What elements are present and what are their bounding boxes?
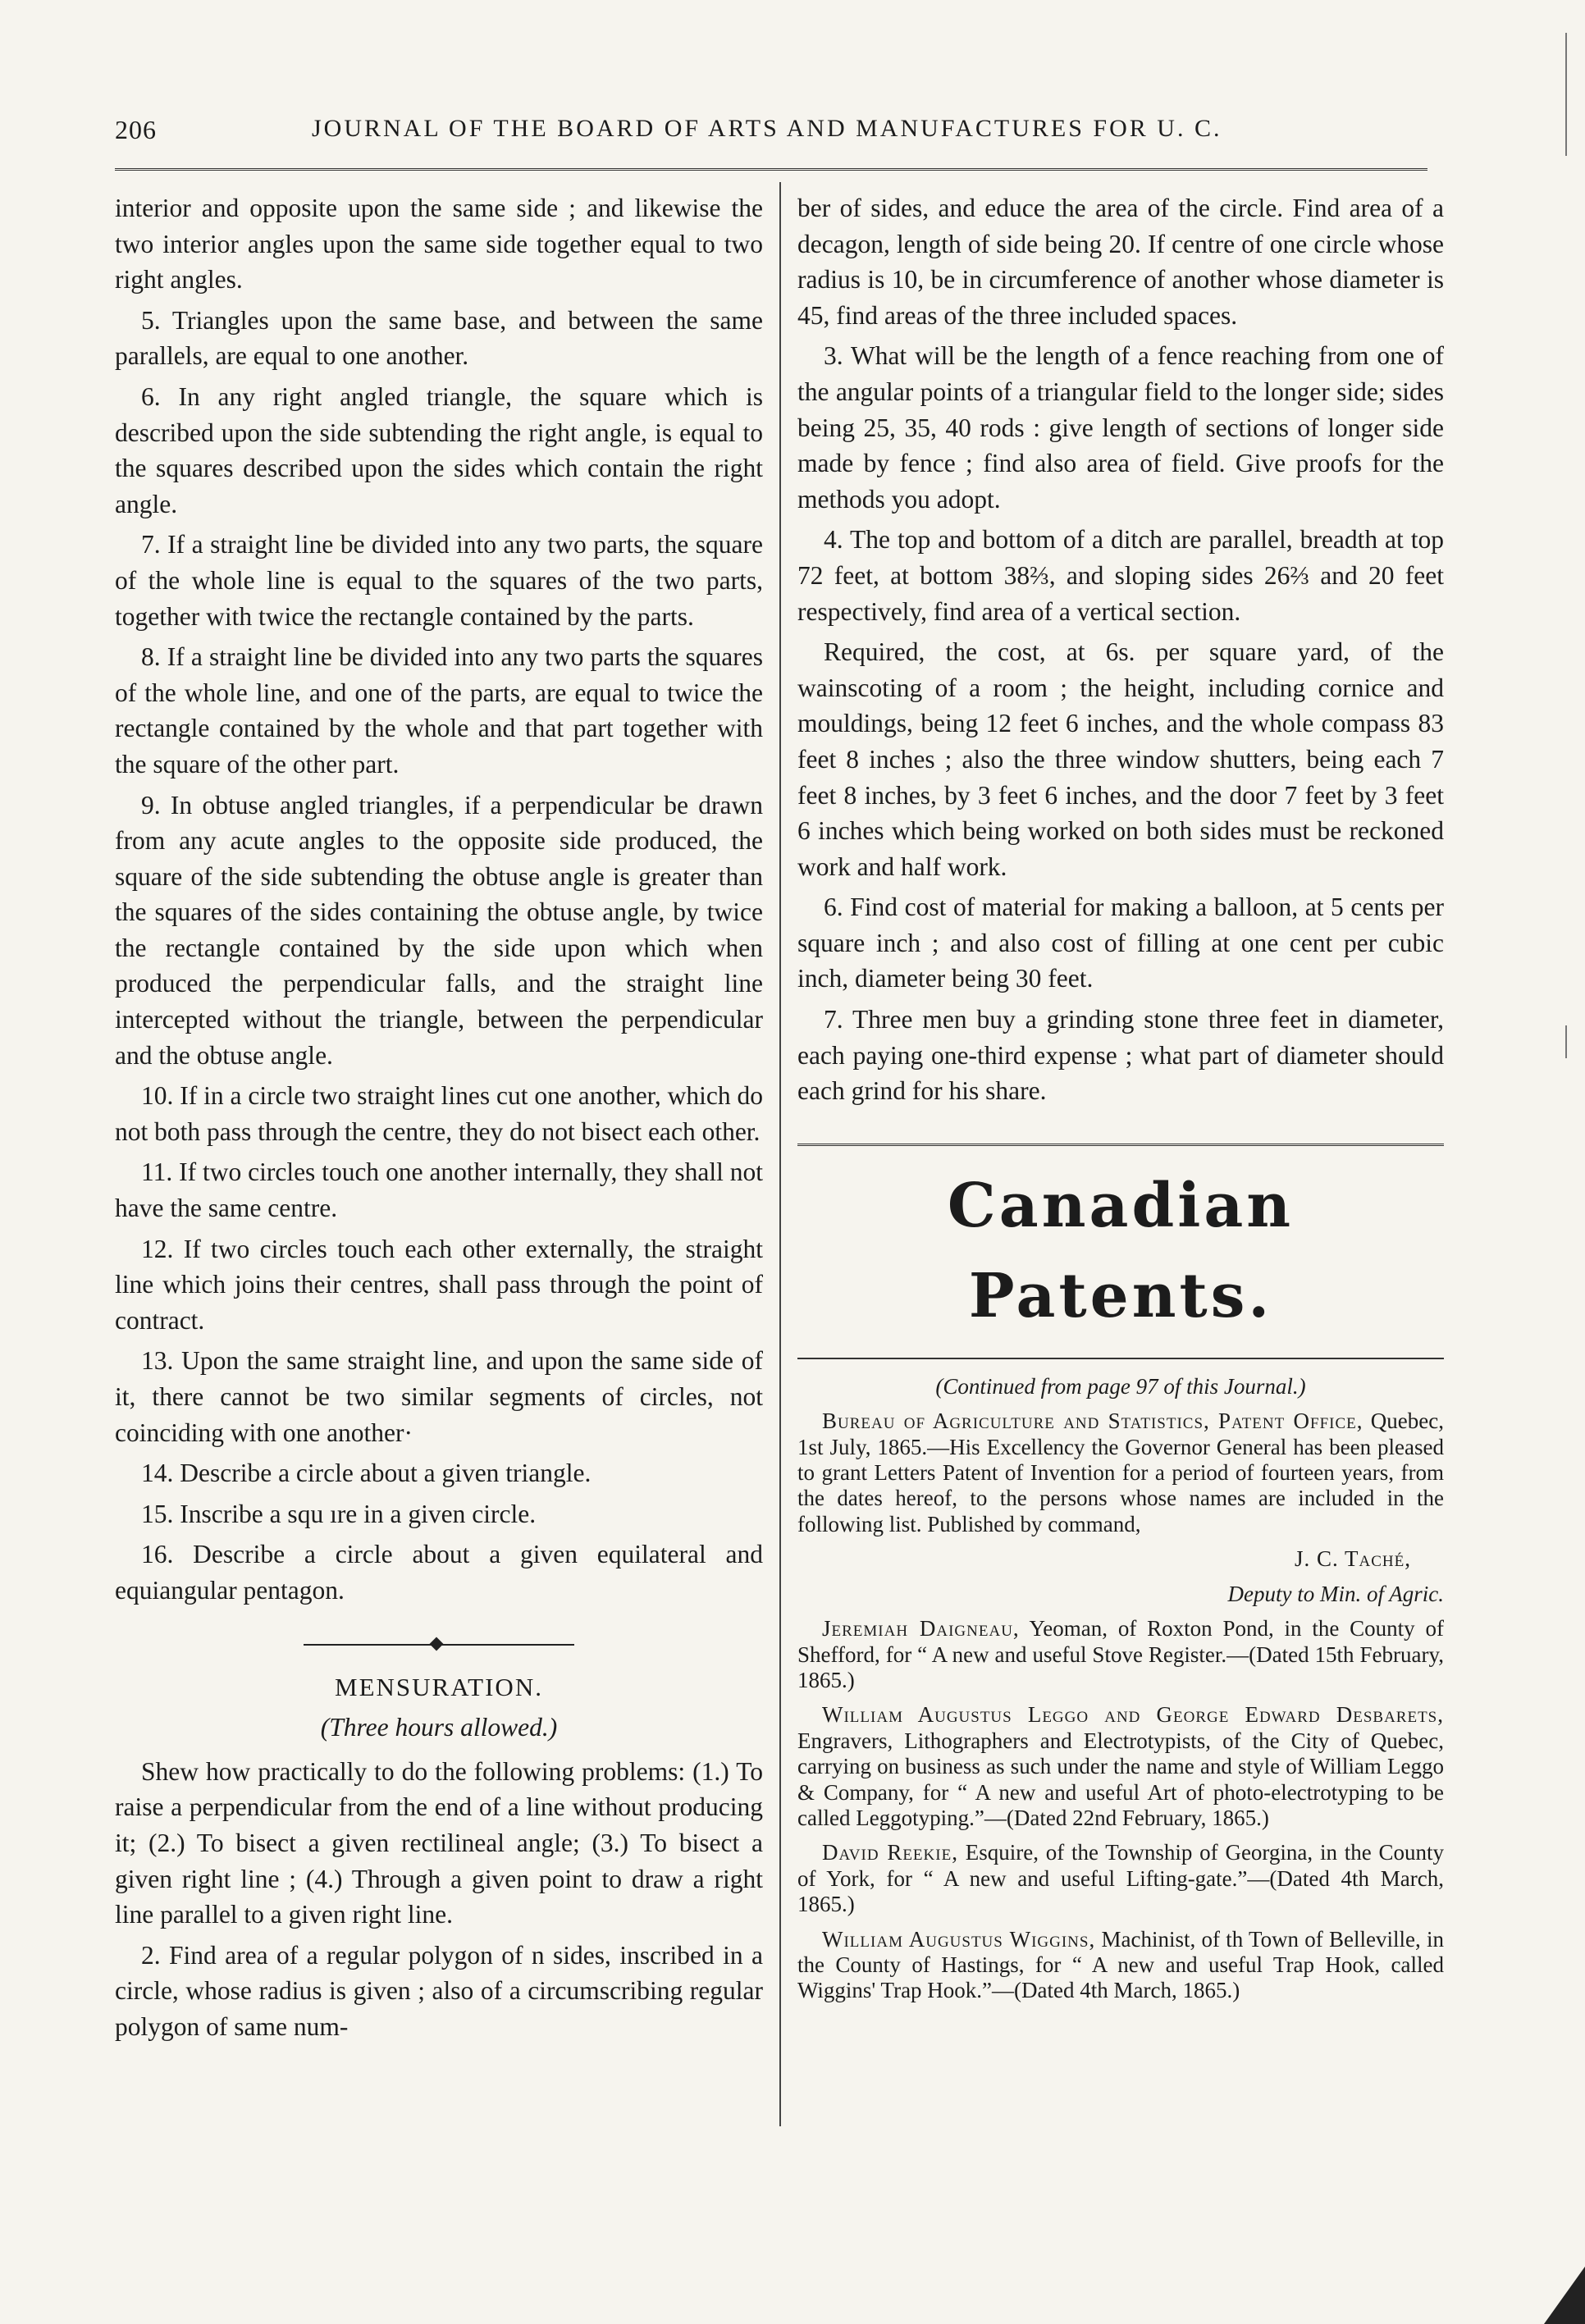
patent-entry xyxy=(797,1840,1444,1917)
patent-text: Yeoman, of Roxton Pond, in the County of Shefford, for “ A new and useful Stove Register.—(Dated 15th February, 1865.) xyxy=(797,1616,1444,1692)
paragraph: 5. Triangles upon the same base, and between the same parallels, are equal to one another. xyxy=(115,305,763,371)
paragraph: 8. If a straight line be divided into any two parts the squares of the whole line, and one of the parts, are equal to twice the rectangle contained by the whole and that part together with the square of the other part. xyxy=(115,642,763,778)
paragraph: 11. If two circles touch one another internally, they shall not have the same centre. xyxy=(115,1157,763,1223)
paragraph: 7. Three men buy a grinding stone three feet in diameter, each paying one-third expense ; what part of diameter should each grind for his share. xyxy=(797,1005,1444,1106)
corner-shadow xyxy=(1544,2267,1585,2324)
patents-list xyxy=(797,1374,1444,2004)
margin-mark xyxy=(1565,1025,1567,1058)
paragraph: 6. Find cost of material for making a balloon, at 5 cents per square inch ; and also cost of filling at one cent per cubic inch, diameter being 30 feet. xyxy=(797,893,1444,993)
section-subtitle: (Three hours allowed.) xyxy=(320,1713,558,1742)
header-rule xyxy=(115,168,1427,171)
paragraph: 10. If in a circle two straight lines cut one another, which do not both pass through the centre, they do not bisect each other. xyxy=(115,1081,764,1146)
paragraph: 9. In obtuse angled triangles, if a perpendicular be drawn from any acute angles to the opposite side produced, the square of the side subtending the obtuse angle is greater than the squares of the sides containing the obtuse angle, by twice the rectangle contained by the side upon which when produced the perpendicular falls, and the straight line intercepted without the triangle, between the perpendicular and the obtuse angle. xyxy=(115,790,763,1070)
patent-entry xyxy=(797,1927,1444,2004)
patent-text: Engravers, Lithographers and Electrotypists, of the City of Quebec, carrying on business as such under the name and style of William Leggo & Company, for “ A new and useful Art of photo-electrotyping to be called Leggotyping.”—(Dated 22nd February, 1865.) xyxy=(797,1728,1444,1830)
bureau-lead: Bureau of Agriculture and Statistics, Patent Office, xyxy=(822,1409,1363,1434)
patentee-name: William Augustus Wiggins, xyxy=(822,1926,1096,1952)
continued-note: (Continued from page 97 of this Journal.) xyxy=(935,1373,1306,1399)
paragraph: 3. What will be the length of a fence reaching from one of the angular points of a triangular field to the longer side; sides being 25, 35, 40 rods : give length of sections of longer side made by fence ; find also area of field. Give proofs for the methods you adopt. xyxy=(797,341,1444,514)
paragraph: 6. In any right angled triangle, the square which is described upon the side subtending the right angle, is equal to the squares described upon the sides which contain the right angle. xyxy=(115,381,763,518)
patent-text: Esquire, of the Township of Georgina, in the County of York, for “ A new and useful Lifting-gate.”—(Dated 4th March, 1865.) xyxy=(797,1840,1444,1917)
paragraph: ber of sides, and educe the area of the circle. Find area of a decagon, length of side being 20. If centre of one circle whose radius is 10, be in circumference of another whose diameter is 45, find areas of the three included spaces. xyxy=(797,194,1444,330)
patent-entry xyxy=(797,1616,1444,1693)
patents-heading: Canadian Patents. xyxy=(947,1170,1295,1331)
bureau-text: Quebec, 1st July, 1865.—His Excellency the Governor General has been pleased to grant Letters Patent of Invention for a period of fourteen years, from the dates hereof, to the persons whose names are included in the following list. Published by command, xyxy=(797,1409,1445,1536)
paragraph: 16. Describe a circle about a given equilateral and equiangular pentagon. xyxy=(115,1540,763,1605)
patentee-name: Jeremiah Daigneau, xyxy=(822,1616,1020,1641)
paragraph: 4. The top and bottom of a ditch are parallel, breadth at top 72 feet, at bottom 38⅔, and sloping sides 26⅔ and 20 feet respectively, find area of a vertical section. xyxy=(797,525,1444,626)
patentee-name: William Augustus Leggo and George Edward Desbarets, xyxy=(822,1702,1444,1728)
paragraph: 7. If a straight line be divided into any two parts, the square of the whole line is equal to the squares of the two parts, together with twice the rectangle contained by the parts. xyxy=(115,530,763,631)
signature-title: Deputy to Min. of Agric. xyxy=(1227,1581,1444,1606)
signature-name: J. C. Taché, xyxy=(1295,1546,1411,1572)
paragraph: 14. Describe a circle about a given triangle. xyxy=(141,1459,592,1488)
page-number: 206 xyxy=(115,115,157,144)
ornament-divider xyxy=(115,1637,763,1653)
section-title-mensuration: MENSURATION. xyxy=(335,1672,543,1701)
patentee-name: David Reekie, xyxy=(822,1840,958,1865)
paragraph: 15. Inscribe a squ ıre in a given circle. xyxy=(141,1499,537,1528)
margin-mark xyxy=(1565,33,1567,156)
paragraph: 12. If two circles touch each other externally, the straight line which joins their centres, shall pass through the point of contract. xyxy=(115,1234,763,1335)
paragraph: 13. Upon the same straight line, and upon the same side of it, there cannot be two similar segments of circles, not coinciding with one another· xyxy=(115,1346,763,1447)
diamond-ornament-icon xyxy=(430,1637,444,1651)
right-column xyxy=(797,190,1444,2013)
bureau-notice xyxy=(797,1409,1444,1537)
patent-text: Machinist, of th Town of Belleville, in the County of Hastings, for “ A new and useful Trap Hook, called Wiggins' Trap Hook.”—(Dated 4th March, 1865.) xyxy=(797,1926,1445,2003)
left-column xyxy=(115,190,763,2050)
page-header xyxy=(115,115,1427,156)
running-title: JOURNAL OF THE BOARD OF ARTS AND MANUFACTURES FOR U. C. xyxy=(312,115,1222,142)
patent-entry xyxy=(797,1702,1444,1831)
paragraph: Required, the cost, at 6s. per square yard, of the wainscoting of a room ; the height, including cornice and mouldings, being 12 feet 6 inches, and the whole compass 83 feet 8 inches ; also the three window shutters, being each 7 feet 8 inches, by 3 feet 6 inches, and the door 7 feet by 3 feet 6 inches which being worked on both sides must be reckoned work and half work. xyxy=(797,637,1444,881)
paragraph: Shew how practically to do the following problems: (1.) To raise a perpendicular from the end of a line without producing it; (2.) To bisect a given rectilineal angle; (3.) To bisect a given right line ; (4.) Through a given point to draw a right line parallel to a given right line. xyxy=(115,1756,763,1929)
paragraph: 2. Find area of a regular polygon of n sides, inscribed in a circle, whose radius is given ; also of a circumscribing regular polygon of same num- xyxy=(115,1940,763,2041)
column-divider xyxy=(779,182,781,2126)
paragraph: interior and opposite upon the same side ; and likewise the two interior angles upon the same side together equal to two right angles. xyxy=(115,194,763,294)
thin-rule xyxy=(797,1358,1444,1359)
section-rule xyxy=(797,1144,1444,1146)
